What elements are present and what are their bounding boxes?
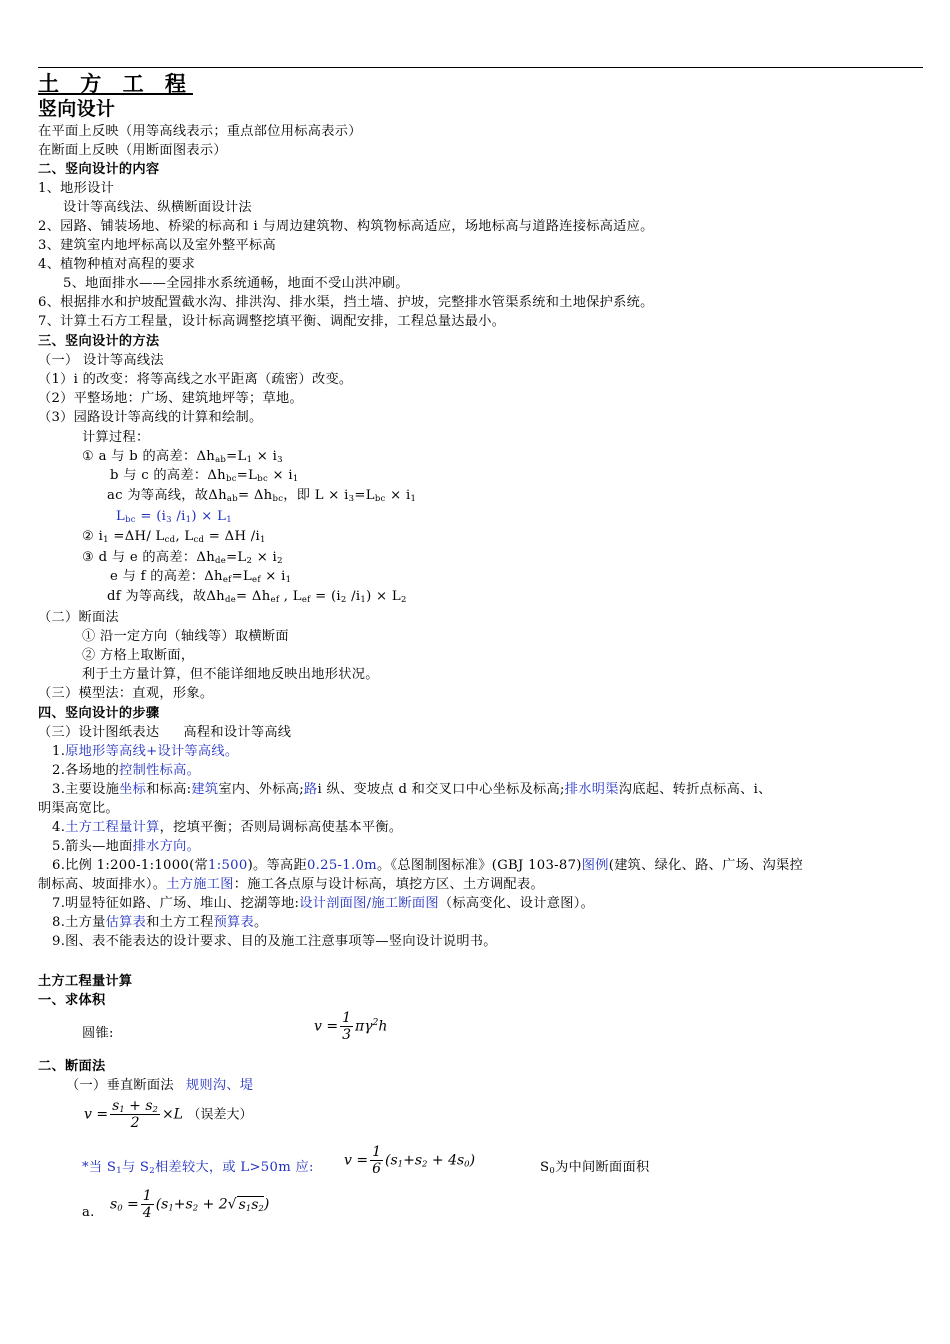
text-line: （三）设计图纸表达 高程和设计等高线: [38, 725, 292, 740]
step-line: 7.明显特征如路、广场、堆山、挖湖等地:设计剖面图/施工断面图（标高变化、设计意图）。: [52, 896, 595, 911]
text-line: （2）平整场地：广场、建筑地坪等；草地。: [38, 391, 303, 406]
step-line: 明渠高宽比。: [38, 801, 119, 816]
cone-volume-formula: v = $\frac{1}{3}$ $\pi\gamma^2h$: [314, 1010, 388, 1043]
text-line: 利于土方量计算，但不能详细地反映出地形状况。: [82, 667, 379, 682]
text-line: （二）断面法: [38, 610, 119, 625]
text-line: 4、植物种植对高程的要求: [38, 257, 196, 272]
text-line: $S_0$为中间断面面积: [540, 1160, 650, 1176]
step-line: 6.比例 1:200-1:1000(常1:500)。等高距0.25-1.0m。《总图制图标准》(GBJ 103-87)图例(建筑、绿化、路、广场、沟渠控: [52, 858, 804, 873]
formula-line: ③ d 与 e 的高差：$\Delta h_{de}=L_2 \times i_2$: [82, 550, 283, 566]
step-line: 4.土方工程量计算，挖填平衡；否则局调标高使基本平衡。: [52, 820, 403, 835]
text-line: 在平面上反映（用等高线表示；重点部位用标高表示）: [38, 124, 362, 139]
text-line: ① 沿一定方向（轴线等）取横断面: [82, 629, 289, 644]
formula-line: df 为等高线，故$\Delta h_{de}= \Delta h_{ef}$ , $L_{ef} = (i_2$ $/i_1) \times L_2$: [107, 589, 407, 605]
formula-line: $L_{bc} = (i_3$ $/i_1) \times L_1$: [116, 509, 232, 525]
text-line: a.: [82, 1205, 95, 1220]
text-line: 圆锥:: [82, 1026, 114, 1041]
step-line: 8.土方量估算表和土方工程预算表。: [52, 915, 268, 930]
section-title: 竖向设计: [38, 98, 116, 120]
average-section-formula: v = $\frac{s_1 + s_2}{2}$ ×L （误差大）: [84, 1098, 253, 1131]
text-line: 设计等高线法、纵横断面设计法: [63, 200, 252, 215]
section-heading: 一、求体积: [38, 993, 106, 1008]
formula-line: ② $i_1 =\Delta H/$ $L_{cd}$, $L_{cd} = \Delta H$ $/i_1$: [82, 529, 266, 545]
formula-line: ① a 与 b 的高差：$\Delta h_{ab}=L_1 \times i_3$: [82, 449, 283, 465]
doc-title: 土 方 工 程: [38, 71, 193, 96]
text-line: 1、地形设计: [38, 181, 115, 196]
formula-line: b 与 c 的高差：$\Delta h_{bc}=L_{bc} \times i_1$: [110, 468, 299, 484]
text-line: 5、地面排水——全园排水系统通畅，地面不受山洪冲刷。: [63, 276, 409, 291]
step-line: 5.箭头—地面排水方向。: [52, 839, 201, 854]
heading-3: 三、竖向设计的方法: [38, 334, 160, 349]
formula-line: e 与 f 的高差：$\Delta h_{ef}=L_{ef} \times i_1$: [110, 569, 292, 585]
top-rule: [38, 67, 923, 68]
note-line: *当 $S_1$与 $S_2$相差较大，或 L>50m 应:: [82, 1160, 314, 1176]
text-line: （三）模型法：直观，形象。: [38, 686, 214, 701]
text-line: 计算过程：: [82, 430, 150, 445]
section-heading: 二、断面法: [38, 1059, 106, 1074]
text-line: （一） 设计等高线法: [38, 353, 164, 368]
text-line: 6、根据排水和护坡配置截水沟、排洪沟、排水渠，挡土墙、护坡，完整排水管渠系统和土地保护系统。: [38, 295, 654, 310]
heading-4: 四、竖向设计的步骤: [38, 706, 160, 721]
text-line: （3）园路设计等高线的计算和绘制。: [38, 410, 263, 425]
text-line: ② 方格上取断面，: [82, 648, 195, 663]
step-line: 1.原地形等高线+设计等高线。: [52, 744, 239, 759]
step-line: 2.各场地的控制性标高。: [52, 763, 201, 778]
text-line: （一）垂直断面法 规则沟、堤: [66, 1078, 254, 1093]
heading-2: 二、竖向设计的内容: [38, 162, 160, 177]
text-line: 7、计算土石方工程量，设计标高调整挖填平衡、调配安排，工程总量达最小。: [38, 314, 506, 329]
step-line: 9.图、表不能表达的设计要求、目的及施工注意事项等—竖向设计说明书。: [52, 934, 497, 949]
text-line: （1）i 的改变：将等高线之水平距离（疏密）改变。: [38, 372, 353, 387]
text-line: 2、园路、铺装场地、桥梁的标高和 i 与周边建筑物、构筑物标高适应，场地标高与道路连接标高适应。: [38, 219, 654, 234]
text-line: 在断面上反映（用断面图表示）: [38, 143, 227, 158]
formula-line: ac 为等高线，故$\Delta h_{ab}= \Delta h_{bc}$，即 $L \times i_3=L_{bc} \times i_1$: [107, 488, 417, 504]
prismoidal-formula: v = $\frac{1}{6}$ $(s_1+s_2 + 4s_0)$: [344, 1144, 476, 1177]
step-line: 3.主要设施坐标和标高:建筑室内、外标高;路i 纵、变坡点 d 和交叉口中心坐标及标高;排水明渠沟底起、转折点标高、i、: [52, 782, 772, 797]
text-line: 3、建筑室内地坪标高以及室外整平标高: [38, 238, 276, 253]
step-line: 制标高、坡面排水）。土方施工图：施工各点原与设计标高，填挖方区、土方调配表。: [38, 877, 544, 892]
s0-formula: $s_0$ = $\frac{1}{4}$ ($s_1+s_2 + 2√$ $s_1s_2$): [110, 1188, 270, 1221]
section-heading: 土方工程量计算: [38, 974, 133, 989]
